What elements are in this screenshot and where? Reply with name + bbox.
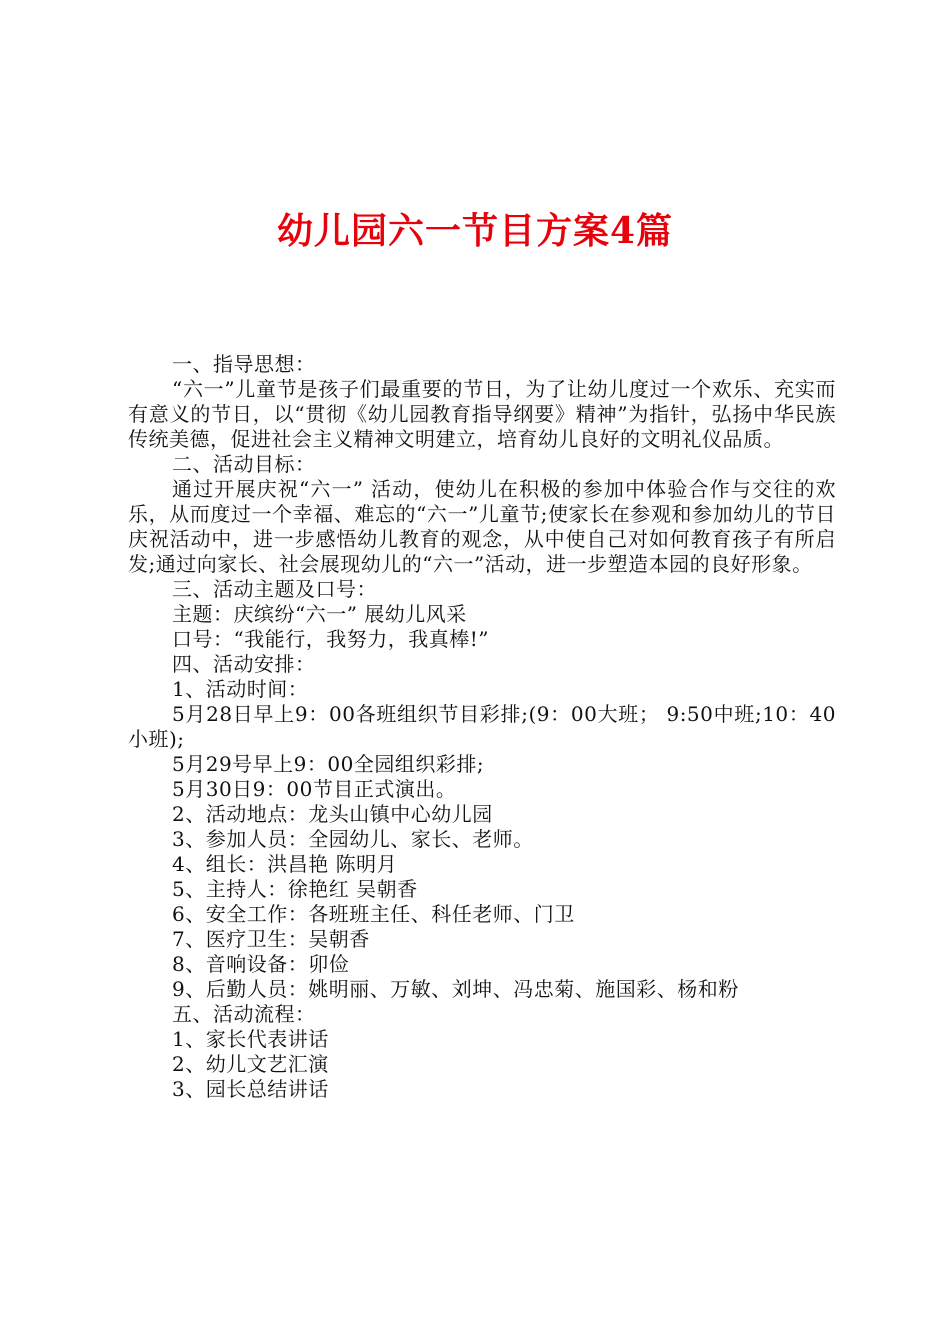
list-item-parent-speech: 1、家长代表讲话 <box>172 1027 329 1051</box>
paragraph-guiding-ideology: “六一”儿童节是孩子们最重要的节日，为了让幼儿度过一个欢乐、充实而有意义的节日，以“贯彻《幼儿园教育指导纲要》精神”为指针，弘扬中华民族传统美德，促进社会主义精神文明建立，培育幼儿良好的文明礼仪品质。 <box>128 377 836 451</box>
paragraph-rehearsal-may-29: 5月29号早上9：00全园组织彩排; <box>172 752 485 776</box>
list-item-medical: 7、医疗卫生：吴朝香 <box>172 927 370 951</box>
list-item-host: 5、主持人：徐艳红 吴朝香 <box>172 877 418 901</box>
list-item-audio: 8、音响设备：卯俭 <box>172 952 350 976</box>
paragraph-theme: 主题：庆缤纷“六一” 展幼儿风采 <box>172 602 467 626</box>
paragraph-performance-may-30: 5月30日9：00节目正式演出。 <box>172 777 457 801</box>
list-item-principal-speech: 3、园长总结讲话 <box>172 1077 329 1101</box>
list-item-team-leader: 4、组长：洪昌艳 陈明月 <box>172 852 398 876</box>
section-heading-guiding-ideology: 一、指导思想： <box>172 352 316 376</box>
paragraph-slogan: 口号：“我能行，我努力，我真棒!” <box>172 627 489 651</box>
list-item-logistics: 9、后勤人员：姚明丽、万敏、刘坤、冯忠菊、施国彩、杨和粉 <box>172 977 739 1001</box>
section-heading-activity-goals: 二、活动目标： <box>172 452 316 476</box>
list-item-activity-time: 1、活动时间： <box>172 677 309 701</box>
section-heading-theme-slogan: 三、活动主题及口号： <box>172 577 377 601</box>
paragraph-rehearsal-may-28: 5月28日早上9：00各班组织节目彩排;(9：00大班； 9:50中班;10：40小班); <box>128 702 836 751</box>
document-body <box>128 352 836 1102</box>
section-heading-process: 五、活动流程： <box>172 1002 316 1026</box>
list-item-performance: 2、幼儿文艺汇演 <box>172 1052 329 1076</box>
section-heading-arrangements: 四、活动安排： <box>172 652 316 676</box>
document-title: 幼儿园六一节目方案4篇 <box>276 210 674 252</box>
list-item-safety: 6、安全工作：各班班主任、科任老师、门卫 <box>172 902 575 926</box>
paragraph-activity-goals: 通过开展庆祝“六一” 活动，使幼儿在积极的参加中体验合作与交往的欢乐，从而度过一个幸福、难忘的“六一”儿童节;使家长在参观和参加幼儿的节日庆祝活动中，进一步感悟幼儿教育的观念，从中使自己对如何教育孩子有所启发;通过向家长、社会展现幼儿的“六一”活动，进一步塑造本园的良好形象。 <box>128 477 836 576</box>
list-item-location: 2、活动地点：龙头山镇中心幼儿园 <box>172 802 493 826</box>
list-item-participants: 3、参加人员：全园幼儿、家长、老师。 <box>172 827 534 851</box>
